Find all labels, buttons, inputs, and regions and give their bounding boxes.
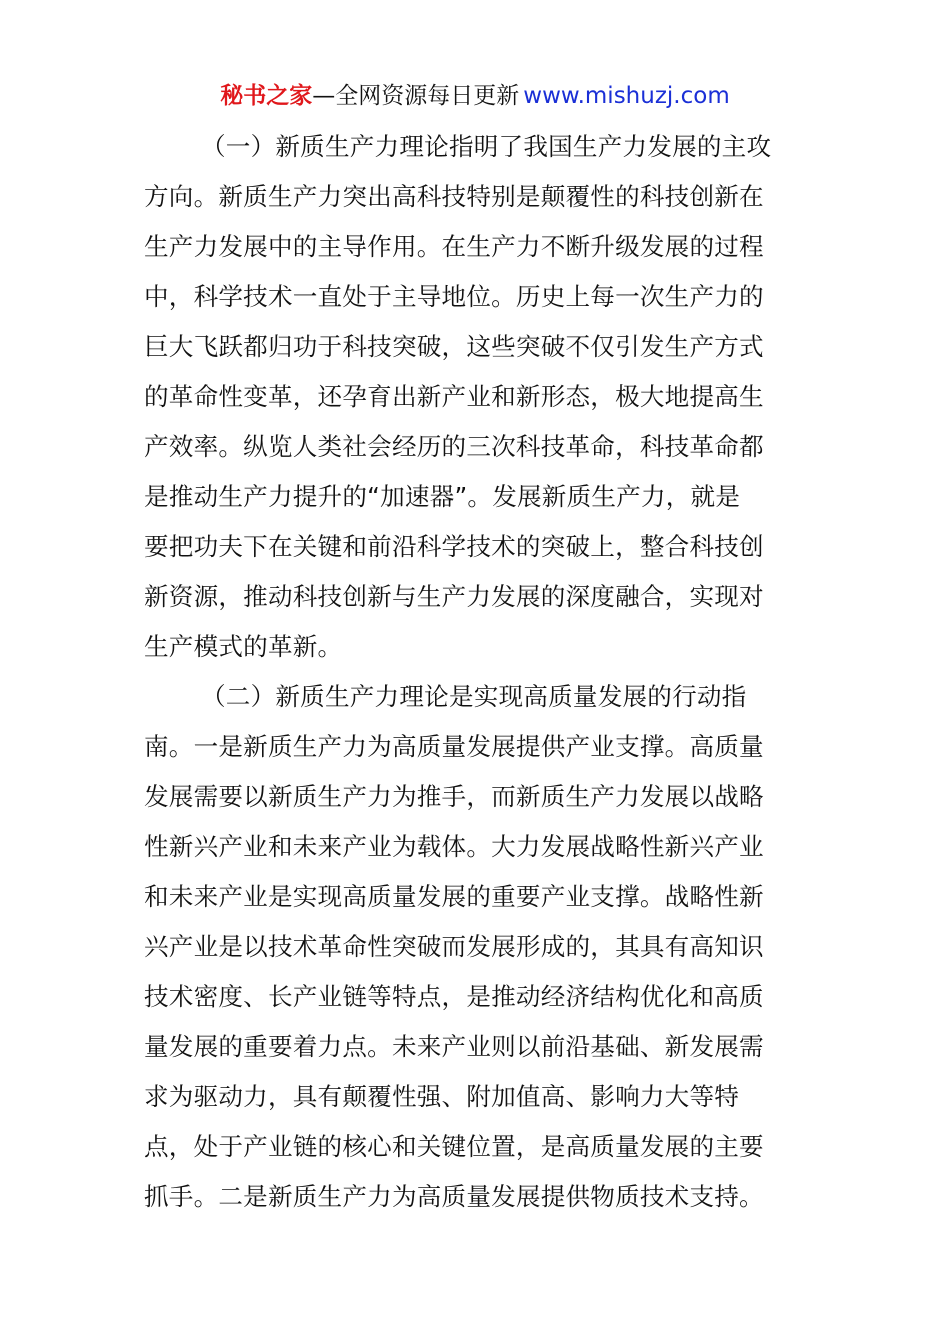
site-link[interactable]: www.mishuzj.com [523, 83, 730, 109]
text-line: 求为驱动力，具有颠覆性强、附加值高、影响力大等特 [144, 1082, 740, 1111]
brand-name: 秘书之家 [220, 83, 313, 109]
text-line: 是推动生产力提升的“加速器”。发展新质生产力，就是 [144, 482, 741, 511]
text-line: （一）新质生产力理论指明了我国生产力发展的主攻 [201, 132, 772, 161]
text-line: 生产模式的革新。 [144, 632, 343, 661]
text-line: 兴产业是以技术革命性突破而发展形成的，其具有高知识 [144, 932, 764, 961]
text-line: 巨大飞跃都归功于科技突破，这些突破不仅引发生产方式 [144, 332, 764, 361]
page-header [0, 78, 950, 114]
text-line: 生产力发展中的主导作用。在生产力不断升级发展的过程 [144, 232, 764, 261]
text-line: 点，处于产业链的核心和关键位置，是高质量发展的主要 [144, 1132, 764, 1161]
text-line: 要把功夫下在关键和前沿科学技术的突破上，整合科技创 [144, 532, 764, 561]
text-line: （二）新质生产力理论是实现高质量发展的行动指 [201, 682, 747, 711]
text-line: 发展需要以新质生产力为推手，而新质生产力发展以战略 [144, 782, 764, 811]
document-body [144, 122, 808, 1222]
text-line: 的革命性变革，还孕育出新产业和新形态，极大地提高生 [144, 382, 764, 411]
text-line: 抓手。二是新质生产力为高质量发展提供物质技术支持。 [144, 1182, 764, 1211]
text-line: 产效率。纵览人类社会经历的三次科技革命，科技革命都 [144, 432, 764, 461]
text-line: 量发展的重要着力点。未来产业则以前沿基础、新发展需 [144, 1032, 764, 1061]
text-line: 技术密度、长产业链等特点，是推动经济结构优化和高质 [144, 982, 764, 1011]
text-line: 和未来产业是实现高质量发展的重要产业支撑。战略性新 [144, 882, 764, 911]
text-line: 中，科学技术一直处于主导地位。历史上每一次生产力的 [144, 282, 764, 311]
text-line: 新资源，推动科技创新与生产力发展的深度融合，实现对 [144, 582, 764, 611]
text-line: 南。一是新质生产力为高质量发展提供产业支撑。高质量 [144, 732, 764, 761]
paragraph-2 [144, 672, 808, 1222]
text-line: 性新兴产业和未来产业为载体。大力发展战略性新兴产业 [144, 832, 764, 861]
header-tagline: —全网资源每日更新 [312, 83, 520, 109]
text-line: 方向。新质生产力突出高科技特别是颠覆性的科技创新在 [144, 182, 764, 211]
paragraph-1 [144, 122, 808, 672]
